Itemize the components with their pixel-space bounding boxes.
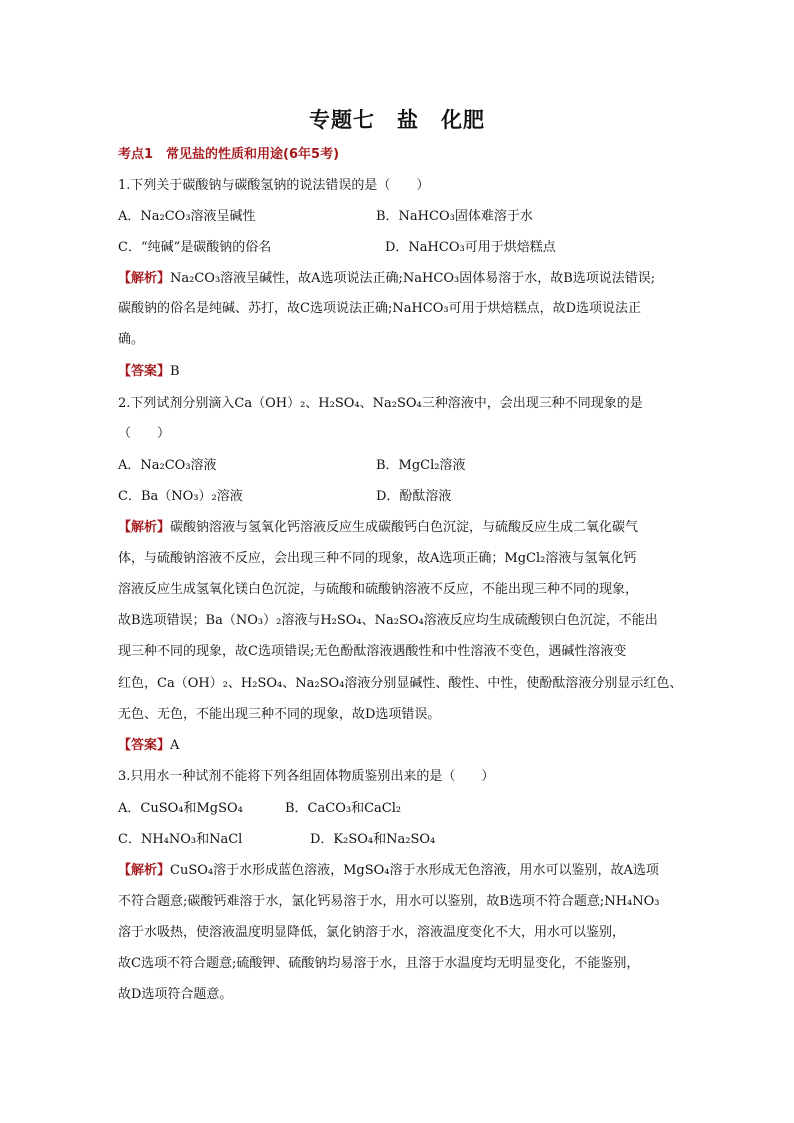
q1-answer (118, 363, 180, 381)
q1-analysis-line-3: 确。 (118, 332, 145, 347)
q2-analysis-line-3: 溶液反应生成氢氧化镁白色沉淀，与硫酸和硫酸钠溶液不反应，不能出现三种不同的现象， (118, 582, 639, 597)
q1-option-d: D．NaHCO₃可用于烘焙糕点 (385, 240, 556, 255)
q2-stem-bracket: （ ） (118, 426, 171, 441)
q1-analysis-line-1 (118, 270, 655, 288)
q3-option-b: B．CaCO₃和CaCl₂ (285, 801, 402, 816)
q1-analysis-line-2: 碳酸钠的俗名是纯碱、苏打，故C选项说法正确;NaHCO₃可用于烘焙糕点，故D选项说法正 (118, 301, 642, 316)
q1-option-a: A．Na₂CO₃溶液呈碱性 (118, 209, 256, 224)
q2-option-b: B．MgCl₂溶液 (376, 458, 466, 473)
analysis-label: 【解析】 (118, 863, 171, 878)
answer-label: 【答案】 (118, 364, 171, 379)
q2-stem: 2.下列试剂分别滴入Ca（OH）₂、H₂SO₄、Na₂SO₄三种溶液中，会出现三种不同现象的是 (118, 396, 643, 411)
analysis-text: Na₂CO₃溶液呈碱性，故A选项说法正确;NaHCO₃固体易溶于水，故B选项说法错误; (170, 271, 656, 286)
q2-analysis-line-6: 红色，Ca（OH）₂、H₂SO₄、Na₂SO₄溶液分别显碱性、酸性、中性，使酚酞溶液分别显示红色、 (118, 676, 683, 691)
q1-stem: 1.下列关于碳酸钠与碳酸氢钠的说法错误的是（ ） (118, 178, 430, 193)
title-part-1: 专题七 (309, 108, 375, 132)
q2-option-a: A．Na₂CO₃溶液 (118, 458, 217, 473)
analysis-label: 【解析】 (118, 271, 171, 286)
q1-option-b: B．NaHCO₃固体难溶于水 (376, 209, 533, 224)
page-title (0, 104, 794, 134)
q3-option-d: D．K₂SO₄和Na₂SO₄ (310, 832, 436, 847)
q2-answer (118, 737, 179, 755)
q3-analysis-line-4: 故C选项不符合题意;硫酸钾、硫酸钠均易溶于水，且溶于水温度均无明显变化，不能鉴别， (118, 956, 640, 971)
q2-analysis-line-2: 体，与硫酸钠溶液不反应，会出现三种不同的现象，故A选项正确；MgCl₂溶液与氢氧化钙 (118, 551, 637, 566)
q2-analysis-line-1 (118, 519, 638, 537)
analysis-text: 碳酸钠溶液与氢氧化钙溶液反应生成碳酸钙白色沉淀，与硫酸反应生成二氧化碳气 (170, 520, 639, 535)
title-part-3: 化肥 (441, 108, 485, 132)
q3-analysis-line-2: 不符合题意;碳酸钙难溶于水，氯化钙易溶于水，用水可以鉴别，故B选项不符合题意;NH₄NO₃ (118, 894, 660, 909)
q2-analysis-line-5: 现三种不同的现象，故C选项错误;无色酚酞溶液遇酸性和中性溶液不变色，遇碱性溶液变 (118, 644, 627, 659)
title-part-2: 盐 (397, 108, 419, 132)
q2-analysis-line-7: 无色、无色，不能出现三种不同的现象，故D选项错误。 (118, 707, 441, 722)
q3-option-a: A．CuSO₄和MgSO₄ (118, 801, 243, 816)
section-heading: 考点1 常见盐的性质和用途(6年5考) (118, 147, 340, 162)
answer-label: 【答案】 (118, 738, 171, 753)
q3-option-c: C．NH₄NO₃和NaCl (118, 832, 243, 847)
q3-analysis-line-3: 溶于水吸热，使溶液温度明显降低，氯化钠溶于水，溶液温度变化不大，用水可以鉴别， (118, 925, 626, 940)
q3-stem: 3.只用水一种试剂不能将下列各组固体物质鉴别出来的是（ ） (118, 769, 495, 784)
q2-option-d: D．酚酞溶液 (376, 489, 452, 504)
q2-analysis-line-4: 故B选项错误；Ba（NO₃）₂溶液与H₂SO₄、Na₂SO₄溶液反应均生成硫酸钡白色沉淀，不能出 (118, 613, 658, 628)
q3-analysis-line-1 (118, 862, 659, 880)
q1-option-c: C．“纯碱”是碳酸钠的俗名 (118, 240, 272, 255)
q3-analysis-line-5: 故D选项符合题意。 (118, 987, 233, 1002)
answer-value: A (170, 738, 180, 753)
analysis-text: CuSO₄溶于水形成蓝色溶液，MgSO₄溶于水形成无色溶液，用水可以鉴别，故A选项 (170, 863, 659, 878)
answer-value: B (170, 364, 180, 379)
analysis-label: 【解析】 (118, 520, 171, 535)
q2-option-c: C．Ba（NO₃）₂溶液 (118, 489, 243, 504)
